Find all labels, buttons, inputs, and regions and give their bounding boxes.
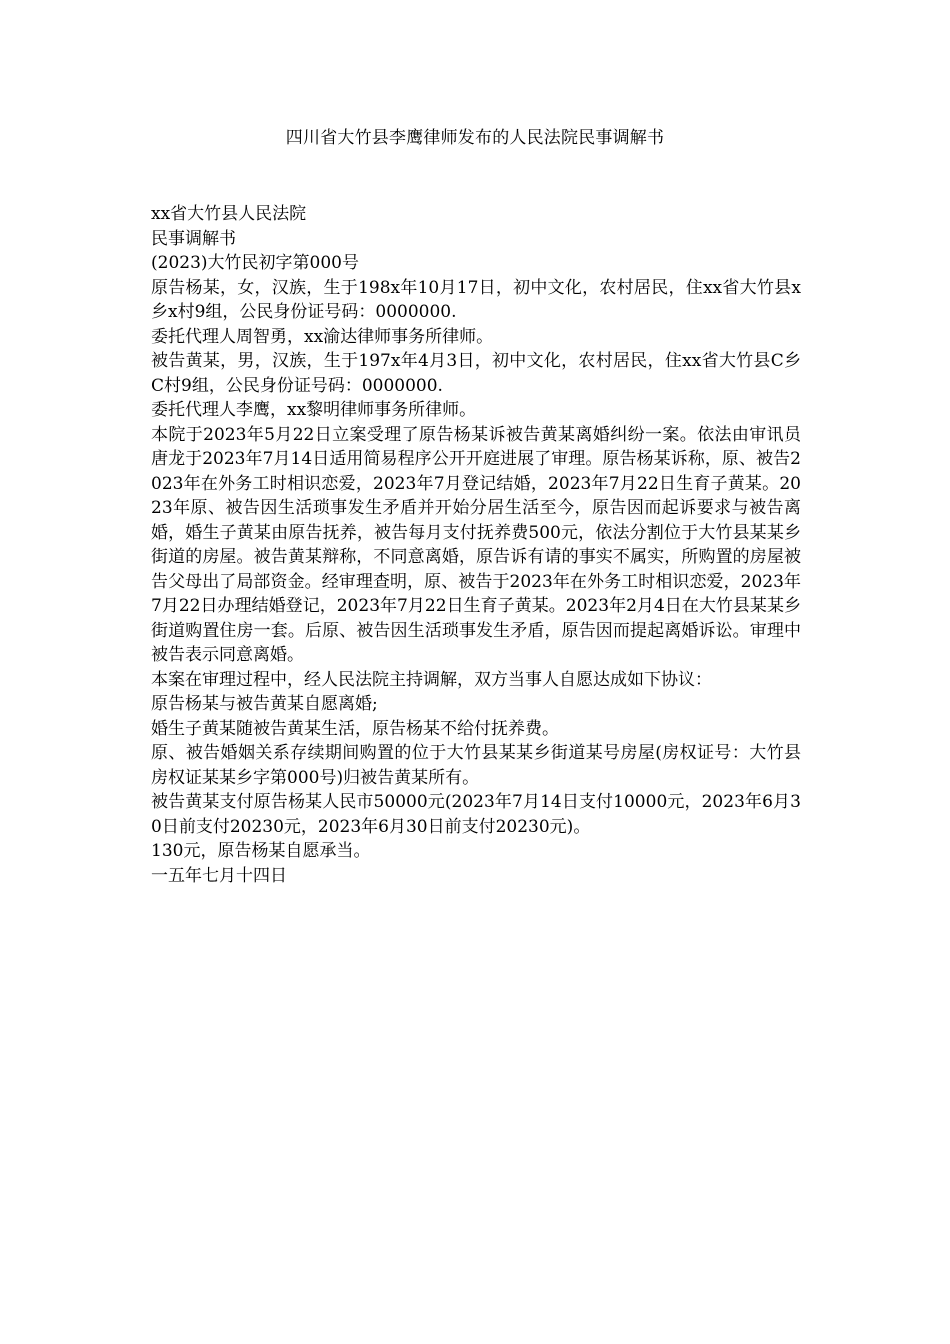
defendant-info: 被告黄某，男，汉族，生于197x年4月3日，初中文化，农村居民，住xx省大竹县C乡C村9组，公民身份证号码：0000000.	[151, 351, 801, 396]
mediation-intro: 本案在审理过程中，经人民法院主持调解，双方当事人自愿达成如下协议：	[151, 669, 712, 690]
document-title: 四川省大竹县李鹰律师发布的人民法院民事调解书	[285, 128, 665, 148]
agreement-item: 原、被告婚姻关系存续期间购置的位于大竹县某某乡街道某号房屋(房权证号：大竹县房权证某某乡字第000号)归被告黄某所有。	[151, 743, 801, 788]
agreement-item: 婚生子黄某随被告黄某生活，原告杨某不给付抚养费。	[151, 718, 559, 739]
court-fee: 130元，原告杨某自愿承当。	[151, 841, 371, 861]
defendant-agent: 委托代理人李鹰，xx黎明律师事务所律师。	[151, 400, 477, 420]
document-body	[151, 202, 801, 888]
agreement-item: 被告黄某支付原告杨某人民市50000元(2023年7月14日支付10000元，2023年6月30日前支付20230元，2023年6月30日前支付20230元)。	[151, 792, 801, 837]
agreement-item: 原告杨某与被告黄某自愿离婚;	[151, 694, 378, 714]
case-number: (2023)大竹民初字第000号	[151, 253, 359, 273]
court-name: xx省大竹县人民法院	[151, 204, 307, 224]
document-type: 民事调解书	[151, 228, 236, 249]
case-facts: 本院于2023年5月22日立案受理了原告杨某诉被告黄某离婚纠纷一案。依法由审讯员唐龙于2023年7月14日适用简易程序公开开庭进展了审理。原告杨某诉称，原、被告2023年在外务工时相识恋爱，2023年7月登记结婚，2023年7月22日生育子黄某。2023年原、被告因生活琐事发生矛盾并开始分居生活至今，原告因而起诉要求与被告离婚，婚生子黄某由原告抚养，被告每月支付抚养费500元，依法分割位于大竹县某某乡街道的房屋。被告黄某辩称，不同意离婚，原告诉有请的事实不属实，所购置的房屋被告父母出了局部资金。经审理查明，原、被告于2023年在外务工时相识恋爱，2023年7月22日办理结婚登记，2023年7月22日生育子黄某。2023年2月4日在大竹县某某乡街道购置住房一套。后原、被告因生活琐事发生矛盾，原告因而提起离婚诉讼。审理中被告表示同意离婚。	[151, 424, 801, 665]
plaintiff-agent: 委托代理人周智勇，xx渝达律师事务所律师。	[151, 326, 494, 347]
plaintiff-info: 原告杨某，女，汉族，生于198x年10月17日，初中文化，农村居民，住xx省大竹县x乡x村9组，公民身份证号码：0000000.	[151, 277, 801, 322]
document-date: 一五年七月十四日	[151, 865, 287, 886]
